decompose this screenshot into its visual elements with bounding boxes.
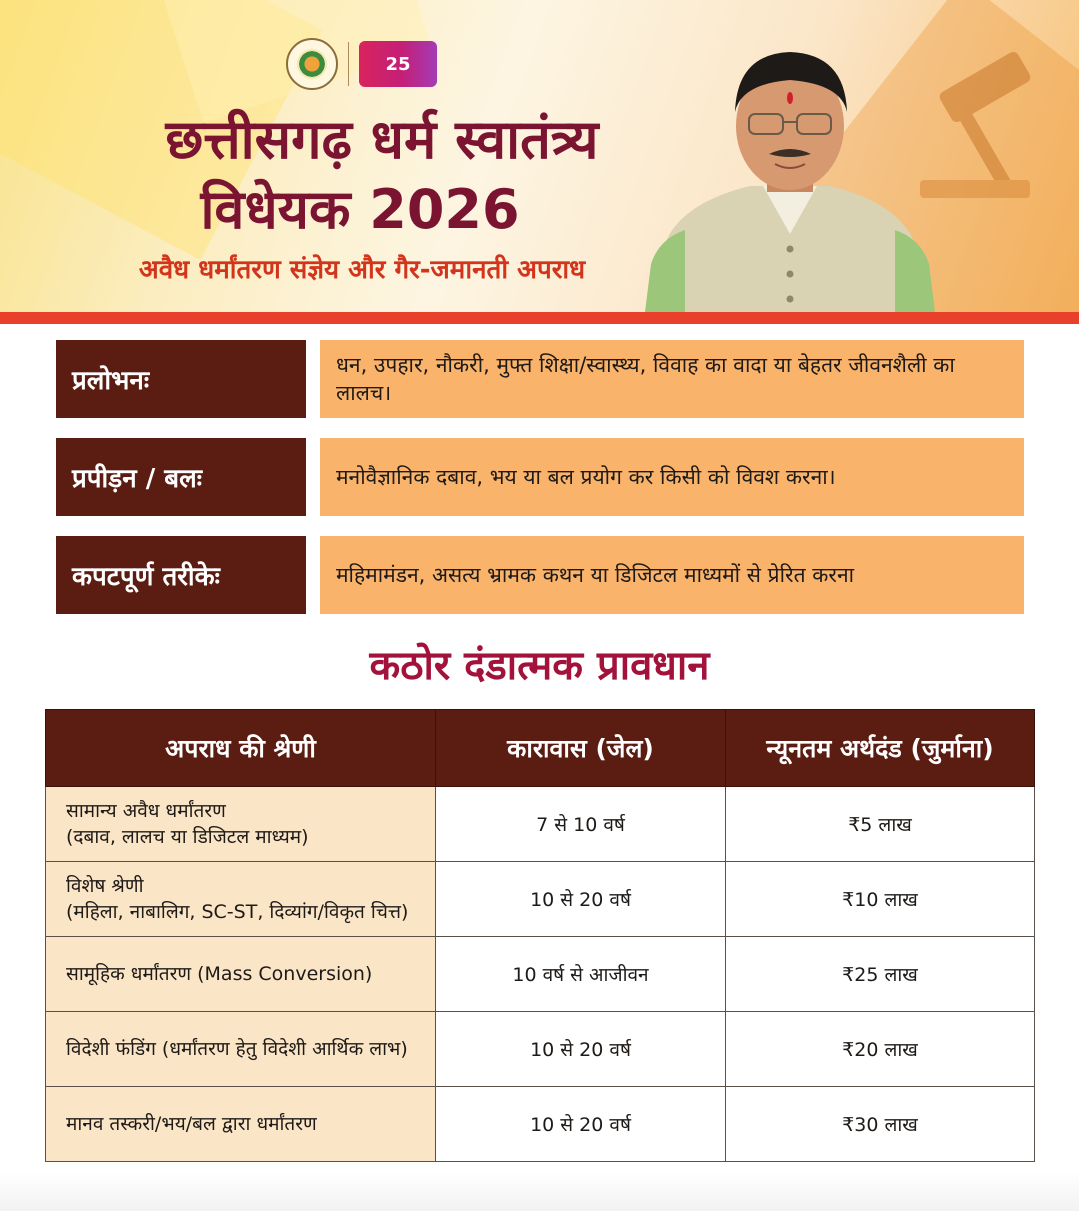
fine-cell: ₹20 लाख: [726, 1012, 1035, 1087]
imprisonment-cell: 7 से 10 वर्ष: [436, 787, 726, 862]
imprisonment-cell: 10 से 20 वर्ष: [436, 1012, 726, 1087]
table-header-row: [46, 710, 1035, 787]
logo-row: [286, 38, 437, 90]
banner-divider-stripe: [0, 312, 1079, 324]
logo-divider: [348, 42, 349, 86]
penalties-table: [45, 709, 1035, 1162]
table-row: [46, 1087, 1035, 1162]
table-row: [46, 937, 1035, 1012]
offense-detail: (दबाव, लालच या डिजिटल माध्यम): [66, 826, 309, 848]
offense-category-cell: [46, 1087, 436, 1162]
definition-term: कपटपूर्ण तरीकेः: [56, 536, 306, 614]
chief-minister-portrait: [645, 34, 935, 312]
offense-category-cell: [46, 1012, 436, 1087]
penalties-heading: कठोर दंडात्मक प्रावधान: [369, 643, 710, 689]
emblem-center: [297, 49, 327, 79]
table-row: [46, 1012, 1035, 1087]
definition-row-inducement: [56, 340, 1024, 418]
definition-term: प्रलोभनः: [56, 340, 306, 418]
rajat-mahotsav-logo-icon: [359, 41, 437, 87]
bottom-fade: [0, 1172, 1079, 1211]
imprisonment-cell: 10 वर्ष से आजीवन: [436, 937, 726, 1012]
offense-detail: (महिला, नाबालिग, SC-ST, दिव्यांग/विकृत चित्त): [66, 901, 409, 923]
fine-cell: ₹25 लाख: [726, 937, 1035, 1012]
offense-category-cell: [46, 787, 436, 862]
page-title-line2: विधेयक 2026: [200, 178, 520, 241]
offense-category-cell: [46, 862, 436, 937]
offense-category: सामान्य अवैध धर्मांतरण: [66, 800, 226, 822]
table-row: [46, 787, 1035, 862]
state-emblem-icon: [286, 38, 338, 90]
imprisonment-cell: 10 से 20 वर्ष: [436, 1087, 726, 1162]
rajat-badge-number: 25: [385, 53, 411, 75]
definition-row-fraudulent-means: [56, 536, 1024, 614]
header-banner: [0, 0, 1079, 312]
offense-category: मानव तस्करी/भय/बल द्वारा धर्मांतरण: [66, 1113, 317, 1135]
definition-term: प्रपीड़न / बलः: [56, 438, 306, 516]
definition-row-coercion: [56, 438, 1024, 516]
page-title-line1: छत्तीसगढ़ धर्म स्वातंत्र्य: [165, 108, 599, 171]
fine-cell: ₹5 लाख: [726, 787, 1035, 862]
definition-description: धन, उपहार, नौकरी, मुफ्त शिक्षा/स्वास्थ्य, विवाह का वादा या बेहतर जीवनशैली का लालच।: [320, 340, 1024, 418]
column-header-offense-category: अपराध की श्रेणी: [46, 710, 436, 787]
fine-cell: ₹10 लाख: [726, 862, 1035, 937]
offense-category: विशेष श्रेणी: [66, 875, 144, 897]
definition-description: महिमामंडन, असत्य भ्रामक कथन या डिजिटल माध्यमों से प्रेरित करना: [320, 536, 1024, 614]
fine-cell: ₹30 लाख: [726, 1087, 1035, 1162]
offense-category: सामूहिक धर्मांतरण (Mass Conversion): [66, 963, 373, 985]
table-row: [46, 862, 1035, 937]
page-subtitle: अवैध धर्मांतरण संज्ञेय और गैर-जमानती अपराध: [138, 255, 586, 285]
column-header-imprisonment: कारावास (जेल): [436, 710, 726, 787]
offense-category-cell: [46, 937, 436, 1012]
imprisonment-cell: 10 से 20 वर्ष: [436, 862, 726, 937]
definition-description: मनोवैज्ञानिक दबाव, भय या बल प्रयोग कर किसी को विवश करना।: [320, 438, 1024, 516]
column-header-minimum-fine: न्यूनतम अर्थदंड (जुर्माना): [726, 710, 1035, 787]
offense-category: विदेशी फंडिंग (धर्मांतरण हेतु विदेशी आर्थिक लाभ): [66, 1038, 408, 1060]
